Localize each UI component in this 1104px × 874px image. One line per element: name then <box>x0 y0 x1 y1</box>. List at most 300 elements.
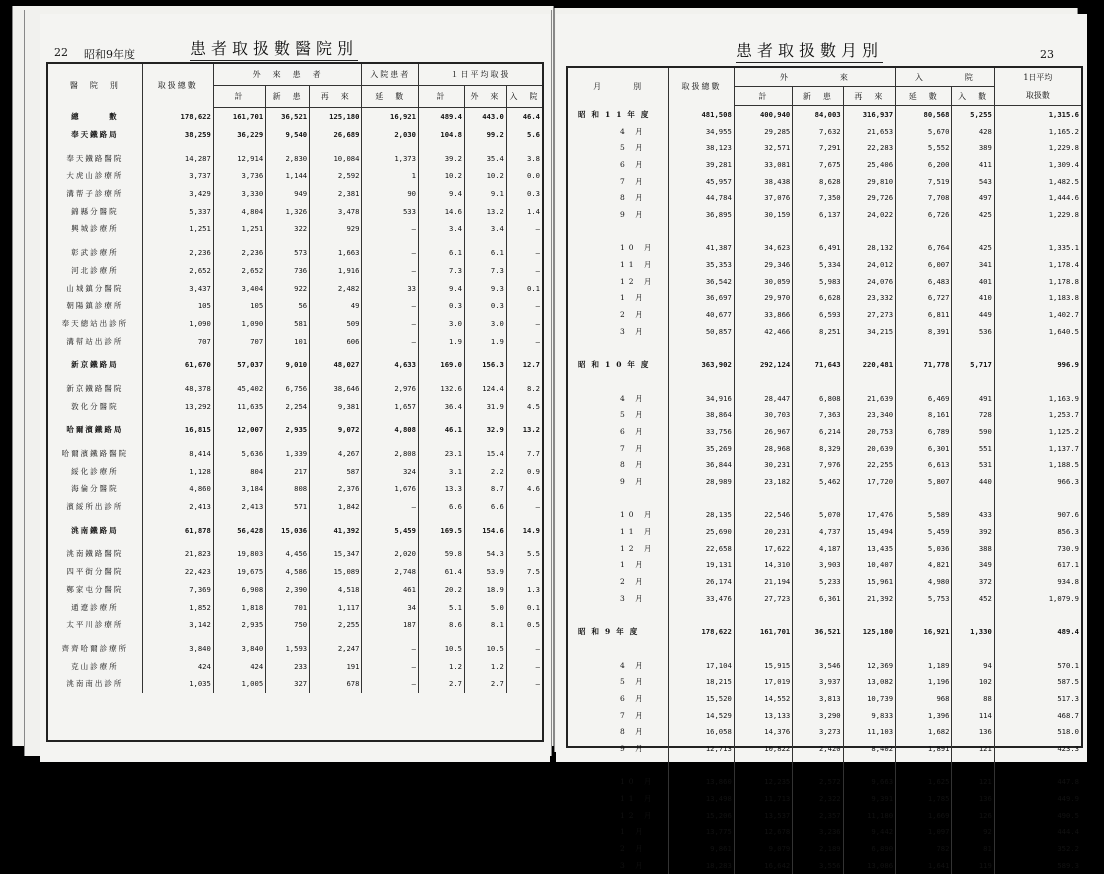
col-month: 月 別 <box>568 68 669 106</box>
col-month-daily: 1日平均 <box>1023 72 1053 82</box>
value-daily: 1,309.4 <box>1048 159 1079 169</box>
value-d-total: 132.6 <box>418 380 464 398</box>
value-daily: 966.3 <box>1057 476 1079 486</box>
value-total: 48,378 <box>142 380 213 398</box>
month-row <box>568 306 1081 323</box>
value-total: 41,387 <box>669 240 735 257</box>
fiscal-year-row <box>568 106 1081 123</box>
value-total: 2,652 <box>142 262 213 280</box>
value-d-total: 13.3 <box>418 480 464 498</box>
hospital-name: 濱綏所出診所 <box>48 498 142 516</box>
value-o-new: 3,813 <box>793 690 843 707</box>
value-in-days: — <box>362 220 419 238</box>
month-row <box>568 573 1081 590</box>
month-label: 10 月 <box>568 240 669 257</box>
spacer-cell <box>896 490 952 507</box>
month-row <box>568 206 1081 223</box>
value-o-re: 4,518 <box>310 581 362 599</box>
hospital-name: 大虎山診療所 <box>48 167 142 185</box>
value-o-re: 9,391 <box>843 790 895 807</box>
value-total: 35,269 <box>669 440 735 457</box>
value-d-out: 3.0 <box>465 315 507 333</box>
value-o-total: 1,090 <box>213 315 265 333</box>
hospital-name: 綏化診療所 <box>48 462 142 480</box>
value-d-out: 32.9 <box>465 421 507 439</box>
value-o-new: 6,491 <box>793 240 843 257</box>
value-d-in: 0.5 <box>527 620 540 630</box>
col-month-inpatient: 入 院 <box>896 68 995 87</box>
value-daily: 589.3 <box>1057 860 1079 870</box>
hospital-row <box>48 397 542 415</box>
value-in-days: 1,641 <box>896 857 952 874</box>
value-o-new: 6,808 <box>793 390 843 407</box>
value-o-total: 17,622 <box>734 540 792 557</box>
value-o-new: 1,144 <box>266 167 310 185</box>
value-d-in: — <box>535 502 540 512</box>
value-total: 12,713 <box>669 740 735 757</box>
spacer-cell <box>952 223 994 240</box>
hospital-row <box>48 480 542 498</box>
value-in-days: — <box>362 498 419 516</box>
value-total: 61,878 <box>142 521 213 539</box>
value-o-new: 2,830 <box>266 149 310 167</box>
value-in-cnt: 121 <box>952 740 994 757</box>
month-row <box>568 173 1081 190</box>
value-total: 481,508 <box>669 106 735 123</box>
value-d-out: 8.7 <box>465 480 507 498</box>
value-in-days: 8,161 <box>896 406 952 423</box>
spacer-cell <box>843 223 895 240</box>
spacer-cell <box>843 757 895 774</box>
value-d-in: 46.4 <box>522 112 540 122</box>
spacer-cell <box>734 223 792 240</box>
hospital-row <box>48 545 542 563</box>
value-o-total: 14,310 <box>734 557 792 574</box>
value-o-re: 17,476 <box>843 507 895 524</box>
value-o-new: 4,737 <box>793 523 843 540</box>
value-o-new: 6,137 <box>793 206 843 223</box>
value-in-days: 6,200 <box>896 156 952 173</box>
value-total: 1,035 <box>142 675 213 693</box>
spacer-cell <box>896 640 952 657</box>
value-in-days: — <box>362 244 419 262</box>
spacer-cell <box>843 373 895 390</box>
sub-col-daily-out: 外 來 <box>465 86 507 108</box>
value-d-in: — <box>535 318 540 328</box>
hospital-table-frame <box>46 62 544 742</box>
value-in-cnt: 5,255 <box>952 106 994 123</box>
value-daily: 1,229.8 <box>1048 209 1079 219</box>
value-o-new: 6,628 <box>793 290 843 307</box>
value-o-new: 3,236 <box>793 824 843 841</box>
spacer-cell <box>669 490 735 507</box>
month-row <box>568 707 1081 724</box>
value-d-out: 7.3 <box>465 262 507 280</box>
spacer-cell <box>734 640 792 657</box>
month-label: 9 月 <box>568 740 669 757</box>
hospital-name: 溝幇站出診所 <box>48 332 142 350</box>
hospital-row <box>48 297 542 315</box>
value-in-cnt: 401 <box>952 273 994 290</box>
value-daily: 1,482.5 <box>1048 176 1079 186</box>
value-total: 22,423 <box>142 563 213 581</box>
month-row <box>568 440 1081 457</box>
value-o-re: 2,482 <box>310 279 362 297</box>
hospital-row <box>48 421 542 439</box>
hospital-row <box>48 675 542 693</box>
value-o-new: 5,233 <box>793 573 843 590</box>
hospital-name: 敦化分醫院 <box>48 397 142 415</box>
value-in-cnt: 543 <box>952 173 994 190</box>
value-o-total: 34,623 <box>734 240 792 257</box>
value-o-re: 21,653 <box>843 123 895 140</box>
value-in-days: 5,753 <box>896 590 952 607</box>
sub-col-days: 延 數 <box>362 86 419 108</box>
value-d-in: — <box>535 661 540 671</box>
value-o-total: 804 <box>213 462 265 480</box>
spacer-cell <box>568 607 669 624</box>
value-o-total: 5,636 <box>213 445 265 463</box>
value-total: 13,860 <box>669 774 735 791</box>
value-d-total: 169.0 <box>418 356 464 374</box>
spacer-cell <box>896 223 952 240</box>
value-o-re: 191 <box>310 657 362 675</box>
value-o-re: 3,478 <box>310 202 362 220</box>
month-row <box>568 824 1081 841</box>
month-row <box>568 523 1081 540</box>
value-d-total: 169.5 <box>418 521 464 539</box>
value-in-days: 533 <box>362 202 419 220</box>
value-o-re: 34,215 <box>843 323 895 340</box>
hospital-name: 洮南南出診所 <box>48 675 142 693</box>
value-daily: 468.7 <box>1057 710 1079 720</box>
month-label: 11 月 <box>568 523 669 540</box>
value-d-in: 12.7 <box>522 360 540 370</box>
value-o-total: 38,438 <box>734 173 792 190</box>
value-d-out: 124.4 <box>465 380 507 398</box>
month-row <box>568 807 1081 824</box>
value-total: 21,823 <box>142 545 213 563</box>
value-o-re: 316,937 <box>843 106 895 123</box>
left-page-title: 患者取扱數醫院別 <box>190 36 358 61</box>
value-o-re: 22,255 <box>843 456 895 473</box>
value-in-days: — <box>362 657 419 675</box>
value-o-total: 56,428 <box>213 521 265 539</box>
m-sub-col-daily: 取扱數 <box>994 87 1081 106</box>
m-sub-col-new: 新 患 <box>793 87 843 106</box>
value-o-new: 6,593 <box>793 306 843 323</box>
right-page <box>556 14 1087 870</box>
value-total: 61,670 <box>142 356 213 374</box>
value-o-new: 1,326 <box>266 202 310 220</box>
spacer-cell <box>994 640 1081 657</box>
month-label: 8 月 <box>568 456 669 473</box>
value-daily: 1,163.9 <box>1048 393 1079 403</box>
hospital-row <box>48 445 542 463</box>
hospital-name: 太平川診療所 <box>48 616 142 634</box>
value-o-re: 606 <box>310 332 362 350</box>
spacer-cell <box>793 490 843 507</box>
month-label: 5 月 <box>568 406 669 423</box>
month-row <box>568 256 1081 273</box>
value-o-new: 233 <box>266 657 310 675</box>
value-o-new: 701 <box>266 598 310 616</box>
value-o-total: 13,133 <box>734 707 792 724</box>
value-o-re: 24,012 <box>843 256 895 273</box>
value-o-new: 2,420 <box>793 740 843 757</box>
value-total: 178,622 <box>142 108 213 126</box>
col-outpatient: 外 來 患 者 <box>213 64 362 86</box>
value-d-in: 0.1 <box>527 283 540 293</box>
month-label: 11 月 <box>568 790 669 807</box>
value-in-cnt: 349 <box>952 557 994 574</box>
hospital-name: 總 數 <box>48 108 142 126</box>
value-in-days: 461 <box>362 581 419 599</box>
value-o-re: 17,720 <box>843 473 895 490</box>
value-d-out: 2.2 <box>465 462 507 480</box>
value-in-cnt: 121 <box>952 774 994 791</box>
value-o-new: 7,291 <box>793 139 843 156</box>
value-d-out: 5.0 <box>465 598 507 616</box>
value-d-total: 9.4 <box>418 185 464 203</box>
value-o-total: 27,723 <box>734 590 792 607</box>
month-label: 8 月 <box>568 189 669 206</box>
value-in-cnt: 392 <box>952 523 994 540</box>
value-total: 13,498 <box>669 790 735 807</box>
value-daily: 617.1 <box>1057 560 1079 570</box>
value-o-new: 2,357 <box>793 807 843 824</box>
value-in-cnt: 119 <box>952 857 994 874</box>
value-daily: 996.9 <box>1057 360 1079 370</box>
value-o-new: 922 <box>266 279 310 297</box>
value-o-re: 12,369 <box>843 657 895 674</box>
value-o-total: 19,803 <box>213 545 265 563</box>
value-total: 44,784 <box>669 189 735 206</box>
value-o-re: 27,273 <box>843 306 895 323</box>
value-daily: 1,125.2 <box>1048 426 1079 436</box>
value-o-re: 9,381 <box>310 397 362 415</box>
spacer-cell <box>734 373 792 390</box>
hospital-row <box>48 279 542 297</box>
spacer-cell <box>734 607 792 624</box>
value-o-re: 24,022 <box>843 206 895 223</box>
hospital-row <box>48 521 542 539</box>
col-total: 取扱總數 <box>142 64 213 108</box>
spacer-cell <box>843 607 895 624</box>
value-o-total: 6,908 <box>213 581 265 599</box>
value-o-total: 16,642 <box>734 857 792 874</box>
value-daily: 1,178.4 <box>1048 260 1079 270</box>
value-in-days: 6,727 <box>896 290 952 307</box>
spacer-cell <box>568 757 669 774</box>
spacer-cell <box>952 490 994 507</box>
value-o-new: 571 <box>266 498 310 516</box>
spacer-cell <box>568 373 669 390</box>
value-d-total: 2.7 <box>418 675 464 693</box>
value-in-days: 33 <box>362 279 419 297</box>
value-d-total: 7.3 <box>418 262 464 280</box>
spacer-row <box>568 340 1081 357</box>
value-in-days: 1,657 <box>362 397 419 415</box>
value-d-total: 3.0 <box>418 315 464 333</box>
value-daily: 1,229.8 <box>1048 143 1079 153</box>
value-o-new: 4,586 <box>266 563 310 581</box>
value-o-re: 24,076 <box>843 273 895 290</box>
hospital-name: 錦縣分醫院 <box>48 202 142 220</box>
value-o-re: 13,086 <box>843 857 895 874</box>
value-o-re: 509 <box>310 315 362 333</box>
fiscal-year-label: 昭和9年度 <box>568 623 669 640</box>
hospital-row <box>48 149 542 167</box>
value-d-out: 53.9 <box>465 563 507 581</box>
month-label: 2 月 <box>568 573 669 590</box>
value-o-re: 20,753 <box>843 423 895 440</box>
monthly-table-header-row-1 <box>568 68 1081 87</box>
value-in-days: 1,682 <box>896 723 952 740</box>
value-o-total: 33,866 <box>734 306 792 323</box>
value-o-re: 2,255 <box>310 616 362 634</box>
value-total: 35,353 <box>669 256 735 273</box>
value-in-days: 1,189 <box>896 657 952 674</box>
hospital-name: 河北診療所 <box>48 262 142 280</box>
spacer-cell <box>994 490 1081 507</box>
value-in-days: 4,633 <box>362 356 419 374</box>
value-daily: 1,253.7 <box>1048 410 1079 420</box>
month-label: 6 月 <box>568 423 669 440</box>
value-total: 707 <box>142 332 213 350</box>
value-in-days: 968 <box>896 690 952 707</box>
hospital-row <box>48 462 542 480</box>
value-o-re: 41,392 <box>310 521 362 539</box>
value-in-days: 4,821 <box>896 557 952 574</box>
value-o-re: 15,089 <box>310 563 362 581</box>
value-in-days: 5,459 <box>362 521 419 539</box>
value-total: 3,840 <box>142 640 213 658</box>
value-o-total: 3,404 <box>213 279 265 297</box>
value-o-total: 30,703 <box>734 406 792 423</box>
hospital-row <box>48 126 542 144</box>
value-daily: 1,079.9 <box>1048 593 1079 603</box>
hospital-row <box>48 244 542 262</box>
value-d-in: 7.5 <box>527 567 540 577</box>
value-d-in: 8.2 <box>527 383 540 393</box>
value-o-re: 25,406 <box>843 156 895 173</box>
value-d-total: 3.1 <box>418 462 464 480</box>
value-in-days: 7,519 <box>896 173 952 190</box>
hospital-row <box>48 185 542 203</box>
value-in-days: 782 <box>896 840 952 857</box>
month-row <box>568 123 1081 140</box>
value-daily: 907.6 <box>1057 510 1079 520</box>
hospital-name: 新京鐵路醫院 <box>48 380 142 398</box>
value-total: 28,989 <box>669 473 735 490</box>
value-in-days: 6,811 <box>896 306 952 323</box>
month-row <box>568 273 1081 290</box>
value-d-in: — <box>535 643 540 653</box>
value-in-days: 5,552 <box>896 139 952 156</box>
month-label: 8 月 <box>568 723 669 740</box>
spacer-cell <box>669 757 735 774</box>
value-in-days: 6,469 <box>896 390 952 407</box>
value-o-total: 37,076 <box>734 189 792 206</box>
value-in-cnt: 94 <box>952 657 994 674</box>
spacer-cell <box>793 640 843 657</box>
value-in-days: 4,808 <box>362 421 419 439</box>
value-d-out: 13.2 <box>465 202 507 220</box>
value-total: 14,287 <box>142 149 213 167</box>
hospital-name: 鄭家屯分醫院 <box>48 581 142 599</box>
value-total: 1,852 <box>142 598 213 616</box>
value-o-new: 736 <box>266 262 310 280</box>
month-row <box>568 557 1081 574</box>
spacer-cell <box>568 340 669 357</box>
value-o-total: 28,447 <box>734 390 792 407</box>
value-daily: 352.2 <box>1057 844 1079 854</box>
value-d-out: 31.9 <box>465 397 507 415</box>
spacer-cell <box>669 607 735 624</box>
value-o-total: 3,736 <box>213 167 265 185</box>
value-in-cnt: 372 <box>952 573 994 590</box>
value-in-cnt: 81 <box>952 840 994 857</box>
month-row <box>568 456 1081 473</box>
value-d-total: 10.5 <box>418 640 464 658</box>
value-total: 36,895 <box>669 206 735 223</box>
value-o-re: 23,332 <box>843 290 895 307</box>
value-o-total: 3,184 <box>213 480 265 498</box>
hospital-name: 奉天總站出診所 <box>48 315 142 333</box>
fiscal-year-row <box>568 356 1081 373</box>
hospital-name: 洮南鐵路醫院 <box>48 545 142 563</box>
value-o-re: 1,117 <box>310 598 362 616</box>
value-o-new: 2,390 <box>266 581 310 599</box>
value-o-new: 5,983 <box>793 273 843 290</box>
value-d-in: — <box>535 248 540 258</box>
col-month-outpatient: 外 來 <box>734 68 895 87</box>
month-label: 10 月 <box>568 774 669 791</box>
value-o-total: 2,413 <box>213 498 265 516</box>
value-o-new: 573 <box>266 244 310 262</box>
value-in-days: — <box>362 262 419 280</box>
value-in-days: 6,789 <box>896 423 952 440</box>
value-in-cnt: 411 <box>952 156 994 173</box>
value-o-re: 2,592 <box>310 167 362 185</box>
month-row <box>568 473 1081 490</box>
value-o-new: 1,339 <box>266 445 310 463</box>
value-daily: 1,444.6 <box>1048 193 1079 203</box>
value-o-re: 26,689 <box>310 126 362 144</box>
value-in-days: 6,613 <box>896 456 952 473</box>
value-in-days: 1,097 <box>896 824 952 841</box>
value-in-days: 5,670 <box>896 123 952 140</box>
hospital-row <box>48 356 542 374</box>
hospital-name: 齊齊哈爾診療所 <box>48 640 142 658</box>
value-o-total: 13,537 <box>734 807 792 824</box>
value-d-total: 8.6 <box>418 616 464 634</box>
value-in-cnt: 136 <box>952 790 994 807</box>
value-d-in: 7.7 <box>527 449 540 459</box>
hospital-name: 興城診療所 <box>48 220 142 238</box>
value-total: 36,542 <box>669 273 735 290</box>
hospital-row <box>48 332 542 350</box>
value-total: 178,622 <box>669 623 735 640</box>
month-row <box>568 673 1081 690</box>
value-total: 36,697 <box>669 290 735 307</box>
monthly-table <box>568 68 1081 874</box>
value-o-re: 21,639 <box>843 390 895 407</box>
value-daily: 518.0 <box>1057 727 1079 737</box>
value-in-cnt: 452 <box>952 590 994 607</box>
value-o-re: 38,646 <box>310 380 362 398</box>
